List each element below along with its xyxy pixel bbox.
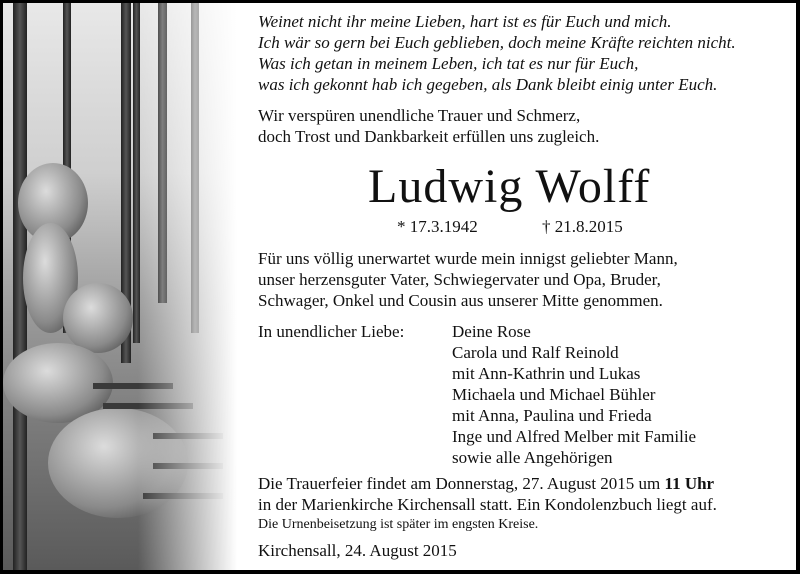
service-time: 11 Uhr (664, 474, 715, 493)
poem-line: was ich gekonnt hab ich gegeben, als Dank bleibt einig unter Euch. (258, 75, 718, 94)
poem-line: Weinet nicht ihr meine Lieben, hart ist es für Euch und mich. (258, 12, 672, 31)
mourner: Michaela und Michael Bühler (452, 385, 656, 404)
mourner: Deine Rose (452, 322, 531, 341)
service-line (258, 473, 714, 494)
mourners-label: In unendlicher Liebe: (258, 322, 405, 341)
mourner: Inge und Alfred Melber mit Familie (452, 427, 697, 446)
paragraph-line: Für uns völlig unerwartet wurde mein innigst geliebter Mann, (258, 249, 678, 268)
death-date: † 21.8.2015 (542, 217, 623, 236)
poem-line: Was ich getan in meinem Leben, ich tat es nur für Euch, (258, 54, 639, 73)
service-text: Die Trauerfeier findet am Donnerstag, 27. August 2015 um (258, 474, 665, 493)
forest-photo (3, 3, 248, 570)
place-date: Kirchensall, 24. August 2015 (258, 541, 457, 560)
poem-line: Ich wär so gern bei Euch geblieben, doch meine Kräfte reichten nicht. (258, 33, 736, 52)
paragraph-line: unser herzensguter Vater, Schwiegervater und Opa, Bruder, (258, 270, 661, 289)
deceased-name: Ludwig Wolff (368, 160, 651, 213)
burial-note: Die Urnenbeisetzung ist später im engsten Kreise. (258, 517, 539, 532)
obituary-notice (3, 3, 796, 570)
intro-line: Wir verspüren unendliche Trauer und Schmerz, (258, 106, 581, 125)
mourner: mit Anna, Paulina und Frieda (452, 406, 652, 425)
birth-date: * 17.3.1942 (397, 217, 478, 236)
mourner: Carola und Ralf Reinold (452, 343, 619, 362)
intro-line: doch Trost und Dankbarkeit erfüllen uns zugleich. (258, 127, 600, 146)
mourner: mit Ann-Kathrin und Lukas (452, 364, 641, 383)
mourner: sowie alle Angehörigen (452, 448, 613, 467)
service-line: in der Marienkirche Kirchensall statt. Ein Kondolenzbuch liegt auf. (258, 495, 717, 514)
paragraph-line: Schwager, Onkel und Cousin aus unserer Mitte genommen. (258, 291, 663, 310)
